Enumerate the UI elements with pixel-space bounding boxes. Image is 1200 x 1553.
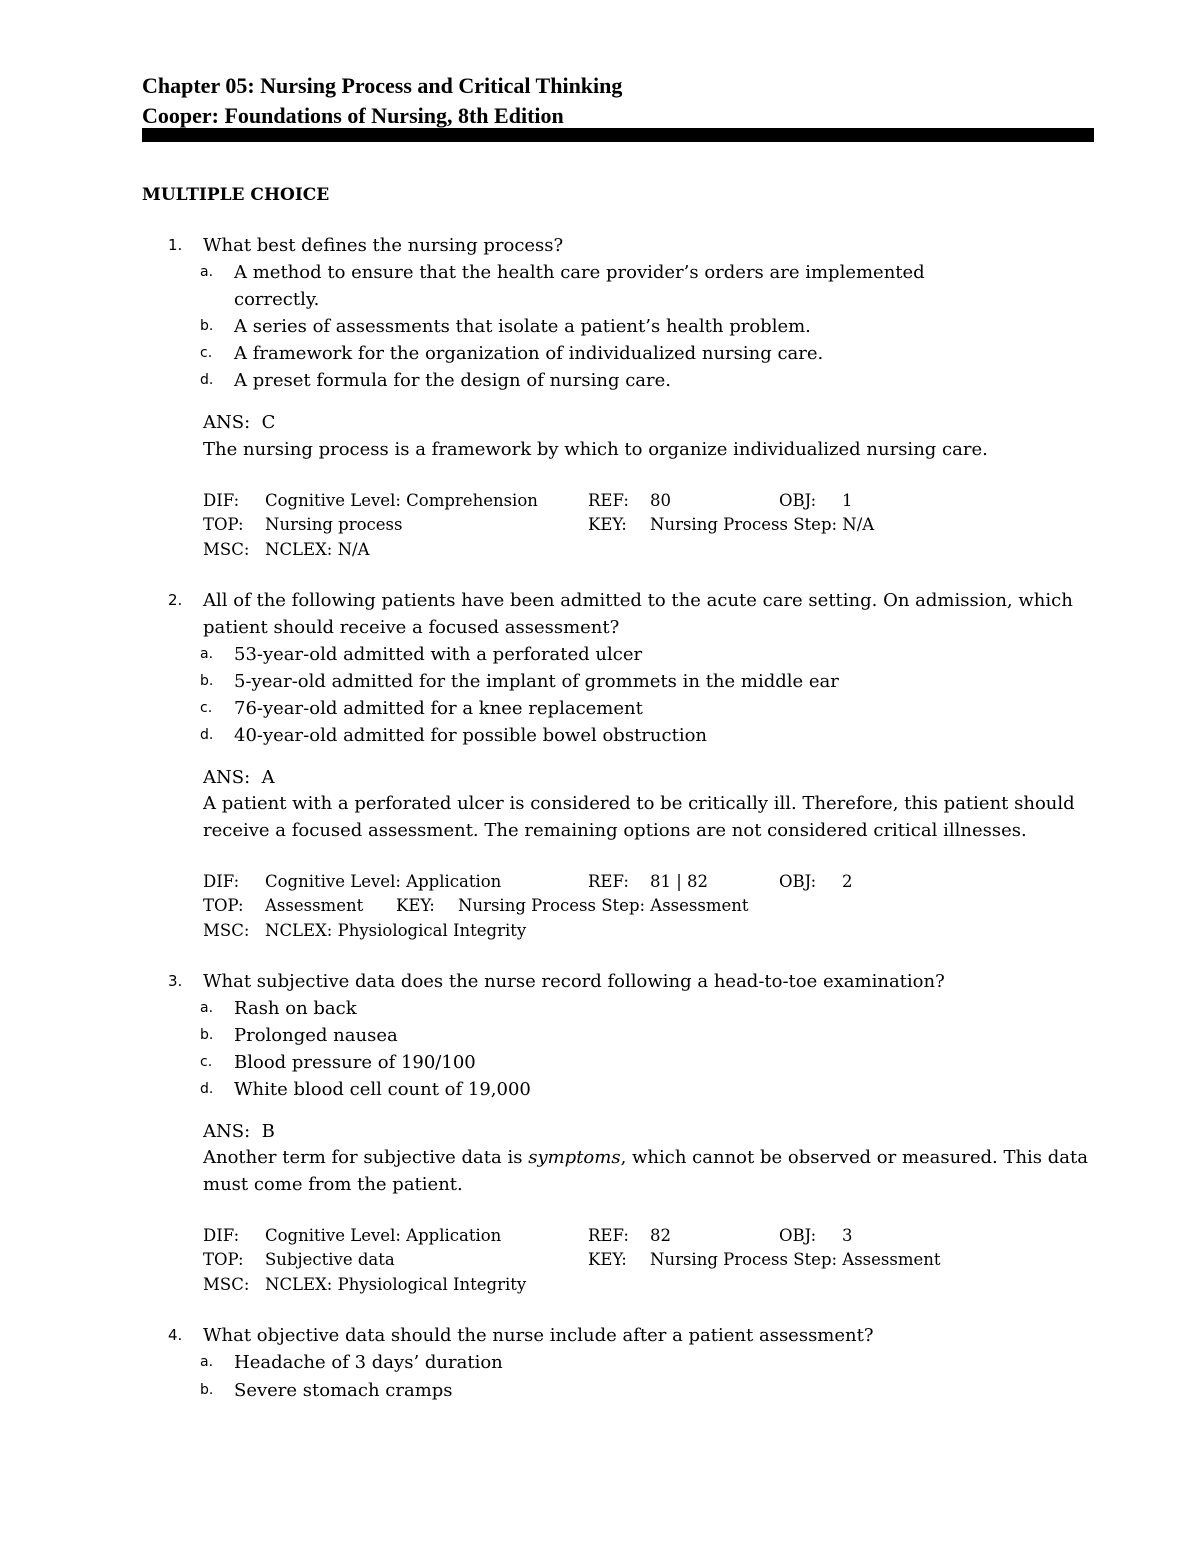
msc-value: NCLEX: Physiological Integrity	[265, 921, 527, 940]
key-label: KEY:	[396, 896, 435, 915]
option-letter: c.	[200, 1054, 213, 1070]
option-letter: d.	[200, 727, 214, 743]
top-label: TOP:	[203, 515, 244, 534]
question-number: 3.	[168, 972, 183, 990]
top-value: Nursing process	[265, 515, 403, 534]
obj-label: OBJ:	[779, 491, 817, 510]
obj-value: 2	[842, 872, 853, 891]
option-text: Rash on back	[234, 998, 357, 1019]
chapter-title: Chapter 05: Nursing Process and Critical Thinking	[142, 73, 623, 98]
option-letter: a.	[200, 264, 214, 280]
answer-label: ANS:	[203, 1121, 251, 1142]
ref-label: REF:	[588, 872, 629, 891]
option-text: A series of assessments that isolate a patient’s health problem.	[234, 316, 811, 337]
dif-value: Cognitive Level: Application	[265, 872, 502, 891]
key-label: KEY:	[588, 1250, 627, 1269]
rationale-text: , which cannot be observed or measured. This data must come from the patient.	[203, 1147, 1088, 1195]
rationale: The nursing process is a framework by which to organize individualized nursing care.	[203, 439, 988, 460]
ref-value: 82	[650, 1226, 671, 1245]
obj-label: OBJ:	[779, 1226, 817, 1245]
key-value: Nursing Process Step: N/A	[650, 515, 875, 534]
option-text: Prolonged nausea	[234, 1025, 398, 1046]
top-value: Assessment	[265, 896, 364, 915]
question-text: All of the following patients have been admitted to the acute care setting. On admission, which patient should receive a focused assessment?	[203, 590, 1073, 638]
answer-line	[203, 409, 1095, 436]
dif-label: DIF:	[203, 1226, 240, 1245]
answer-label: ANS:	[203, 767, 251, 788]
option-letter: d.	[200, 1081, 214, 1097]
option-text: A preset formula for the design of nursing care.	[234, 370, 671, 391]
option-text: Severe stomach cramps	[234, 1380, 453, 1401]
ref-value: 80	[650, 491, 671, 510]
option-letter: b.	[200, 1027, 214, 1043]
top-label: TOP:	[203, 1250, 244, 1269]
option-letter: a.	[200, 1354, 214, 1370]
obj-value: 3	[842, 1226, 853, 1245]
msc-label: MSC:	[203, 1275, 250, 1294]
question-text: What objective data should the nurse include after a patient assessment?	[203, 1325, 874, 1346]
dif-label: DIF:	[203, 872, 240, 891]
option-text: Blood pressure of 190/100	[234, 1052, 476, 1073]
section-heading: MULTIPLE CHOICE	[142, 185, 330, 205]
msc-value: NCLEX: Physiological Integrity	[265, 1275, 527, 1294]
dif-label: DIF:	[203, 491, 240, 510]
option-letter: b.	[200, 318, 214, 334]
option-letter: d.	[200, 372, 214, 388]
key-value: Nursing Process Step: Assessment	[458, 896, 749, 915]
answer-value: C	[261, 412, 276, 433]
question-number: 2.	[168, 591, 183, 609]
dif-value: Cognitive Level: Comprehension	[265, 491, 538, 510]
question-text: What subjective data does the nurse record following a head-to-toe examination?	[203, 971, 945, 992]
option-text: 40-year-old admitted for possible bowel obstruction	[234, 725, 708, 746]
dif-value: Cognitive Level: Application	[265, 1226, 502, 1245]
answer-label: ANS:	[203, 412, 251, 433]
question-number: 4.	[168, 1326, 183, 1344]
rationale-text: Another term for subjective data is	[203, 1147, 529, 1168]
option-text: A framework for the organization of individualized nursing care.	[234, 343, 824, 364]
key-label: KEY:	[588, 515, 627, 534]
key-value: Nursing Process Step: Assessment	[650, 1250, 941, 1269]
option-letter: c.	[200, 345, 213, 361]
option-text: 76-year-old admitted for a knee replacement	[234, 698, 643, 719]
msc-value: NCLEX: N/A	[265, 540, 370, 559]
rationale: A patient with a perforated ulcer is considered to be critically ill. Therefore, this patient should receive a focused assessment. The remaining options are not considered critical illnesses.	[203, 793, 1075, 841]
answer-line	[203, 764, 1095, 791]
msc-label: MSC:	[203, 540, 250, 559]
header-rule	[142, 128, 1094, 142]
option-text: White blood cell count of 19,000	[234, 1079, 531, 1100]
question-number: 1.	[168, 236, 183, 254]
answer-value: A	[261, 767, 275, 788]
ref-label: REF:	[588, 1226, 629, 1245]
ref-value: 81 | 82	[650, 872, 709, 891]
top-value: Subjective data	[265, 1250, 395, 1269]
option-text: Headache of 3 days’ duration	[234, 1352, 503, 1373]
book-title: Cooper: Foundations of Nursing, 8th Edition	[142, 103, 564, 128]
answer-value: B	[261, 1121, 275, 1142]
ref-label: REF:	[588, 491, 629, 510]
option-letter: b.	[200, 673, 214, 689]
msc-label: MSC:	[203, 921, 250, 940]
option-letter: b.	[200, 1382, 214, 1398]
option-letter: c.	[200, 700, 213, 716]
answer-line	[203, 1118, 1095, 1145]
option-text: 5-year-old admitted for the implant of grommets in the middle ear	[234, 671, 839, 692]
option-letter: a.	[200, 1000, 214, 1016]
option-text: A method to ensure that the health care provider’s orders are implemented correctly.	[234, 262, 925, 310]
option-letter: a.	[200, 646, 214, 662]
obj-value: 1	[842, 491, 853, 510]
rationale	[203, 1144, 1095, 1198]
option-text: 53-year-old admitted with a perforated ulcer	[234, 644, 643, 665]
obj-label: OBJ:	[779, 872, 817, 891]
rationale-emphasis: symptoms	[528, 1147, 621, 1168]
top-label: TOP:	[203, 896, 244, 915]
question-text: What best defines the nursing process?	[203, 235, 564, 256]
